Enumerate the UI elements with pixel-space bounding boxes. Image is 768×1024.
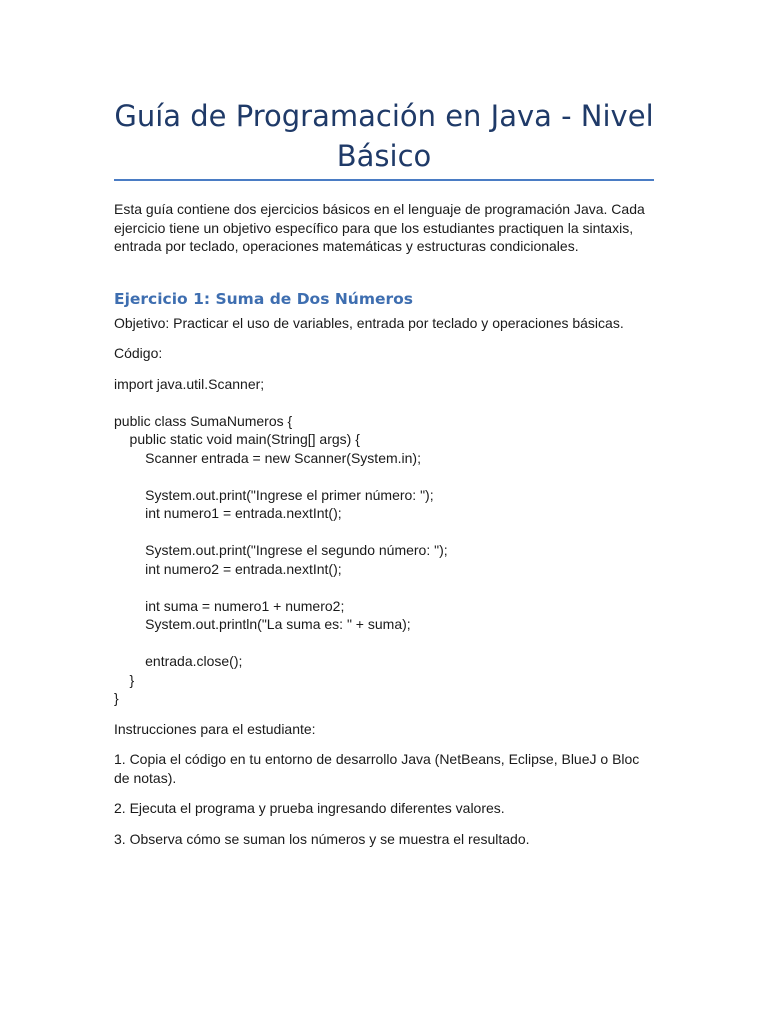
code-line: public class SumaNumeros { xyxy=(114,412,293,429)
code-label: Código: xyxy=(114,345,163,361)
code-line xyxy=(114,578,654,597)
code-line xyxy=(114,523,654,542)
code-line: System.out.print("Ingrese el segundo número: "); xyxy=(114,542,448,558)
code-block xyxy=(114,375,654,708)
code-line: int suma = numero1 + numero2; xyxy=(114,597,345,614)
instructions-label: Instrucciones para el estudiante: xyxy=(114,720,316,737)
instruction-step: 3. Observa cómo se suman los números y se muestra el resultado. xyxy=(114,830,530,847)
code-line: int numero1 = entrada.nextInt(); xyxy=(114,505,342,521)
code-line: Scanner entrada = new Scanner(System.in); xyxy=(114,449,421,466)
instruction-step: 2. Ejecuta el programa y prueba ingresando diferentes valores. xyxy=(114,800,505,816)
document-body xyxy=(114,200,654,860)
code-line: } xyxy=(114,690,119,706)
code-line xyxy=(114,467,654,486)
code-line: } xyxy=(114,671,135,688)
intro-paragraph: Esta guía contiene dos ejercicios básicos en el lenguaje de programación Java. Cada ejercicio tiene un objetivo específico para que los estudiantes practiquen la sintaxis, entrada por teclado, operaciones matemáticas y estructuras condicionales. xyxy=(114,201,645,254)
instruction-step: 1. Copia el código en tu entorno de desarrollo Java (NetBeans, Eclipse, BlueJ o Bloc de notas). xyxy=(114,751,640,786)
code-line: System.out.print("Ingrese el primer número: "); xyxy=(114,486,434,503)
exercise-1-objective: Objetivo: Practicar el uso de variables, entrada por teclado y operaciones básicas. xyxy=(114,314,624,331)
code-line xyxy=(114,393,654,412)
code-line: System.out.println("La suma es: " + suma); xyxy=(114,616,411,632)
code-line: entrada.close(); xyxy=(114,653,243,669)
exercise-1-heading: Ejercicio 1: Suma de Dos Números xyxy=(114,289,414,308)
code-line: public static void main(String[] args) { xyxy=(114,431,360,447)
code-line: int numero2 = entrada.nextInt(); xyxy=(114,560,342,577)
instruction-steps xyxy=(114,750,654,848)
document-title: Guía de Programación en Java - Nivel Básico xyxy=(114,99,654,173)
code-line: import java.util.Scanner; xyxy=(114,375,265,392)
title-block xyxy=(114,96,654,176)
title-underline xyxy=(114,179,654,181)
code-line xyxy=(114,634,654,653)
